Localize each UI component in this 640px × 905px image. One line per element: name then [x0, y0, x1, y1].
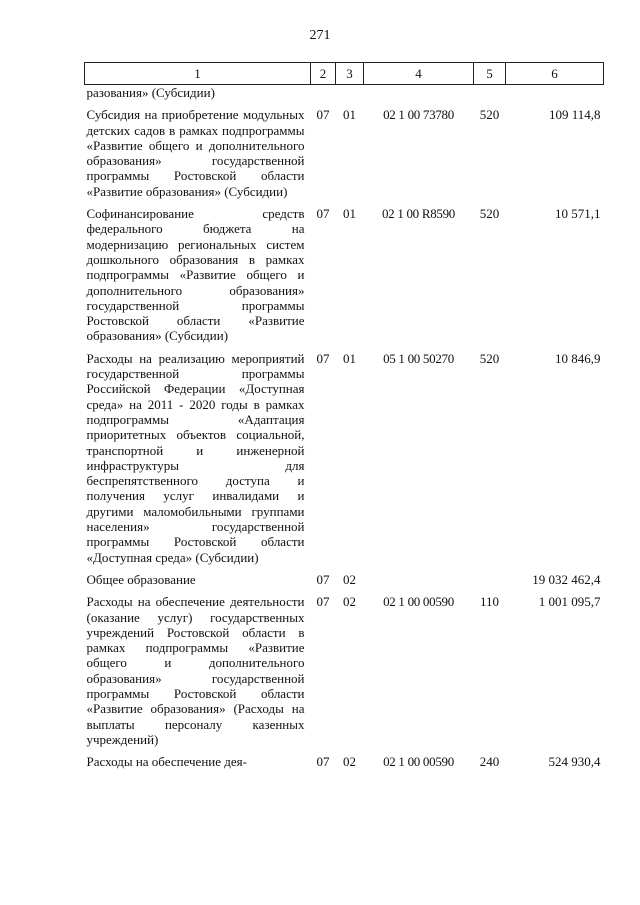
row-expense-type: 240 [479, 754, 500, 770]
row-amount: 10 846,9 [555, 350, 601, 366]
row-section: 07 [316, 107, 330, 123]
table-row [85, 206, 604, 351]
table-row [85, 351, 604, 572]
row-amount: 109 114,8 [548, 107, 601, 123]
row-section: 07 [316, 206, 330, 222]
row-description: разования» (Субсидии) [86, 85, 215, 100]
row-description: Общее образование [86, 571, 196, 587]
table-row [85, 754, 604, 769]
row-amount: 19 032 462,4 [532, 571, 601, 587]
column-header-6: 6 [506, 63, 604, 85]
row-amount: 524 930,4 [548, 754, 601, 770]
row-section: 07 [316, 594, 330, 610]
row-section [311, 85, 336, 108]
row-subsection: 02 [343, 754, 356, 770]
row-subsection [336, 85, 364, 108]
row-description: Софинансирование средств федерального бюджета на модернизацию региональных систем дошкольного образования в рамках подпрограммы «Развитие общего и дополнительного образования» государственной программы Ростовской области «Развитие образования» (Субсидии) [86, 206, 305, 344]
row-amount: 10 571,1 [555, 206, 601, 222]
column-header-1: 1 [85, 63, 311, 85]
row-subsection: 02 [343, 571, 356, 587]
table-header-row [85, 63, 604, 85]
row-expense-type: 520 [479, 206, 500, 222]
budget-table [84, 62, 604, 769]
row-target-article: 02 1 00 00590 [383, 754, 454, 770]
row-amount [506, 85, 604, 108]
table-row [85, 107, 604, 206]
row-subsection: 01 [343, 107, 356, 123]
row-expense-type: 520 [479, 350, 500, 366]
row-target-article [364, 572, 474, 594]
row-expense-type: 520 [479, 107, 500, 123]
row-section: 07 [316, 350, 330, 366]
row-description: Расходы на реализацию мероприятий государственной программы Российской Федерации «Доступная среда» на 2011 - 2020 годы в рамках подпрограммы «Адаптация приоритетных объектов социальной, транспортной и инженерной инфраструктуры для беспрепятственного доступа и получения услуг инвалидами и другими маломобильными группами населения» государственной программы Ростовской области «Доступная среда» (Субсидии) [86, 350, 305, 565]
table-row [85, 594, 604, 754]
table-row [85, 85, 604, 108]
row-target-article: 02 1 00 00590 [383, 594, 454, 610]
row-amount: 1 001 095,7 [538, 594, 601, 610]
column-header-2: 2 [311, 63, 336, 85]
row-description: Субсидия на приобретение модульных детских садов в рамках подпрограммы «Развитие общего и дополнительного образования» государственной программы Ростовской области «Развитие образования» (Субсидии) [86, 107, 305, 199]
row-target-article: 02 1 00 R8590 [381, 206, 456, 222]
page-number: 271 [309, 28, 331, 43]
row-expense-type [474, 572, 506, 594]
table-row [85, 572, 604, 594]
row-subsection: 01 [343, 206, 356, 222]
column-header-3: 3 [336, 63, 364, 85]
row-expense-type [474, 85, 506, 108]
row-target-article: 02 1 00 73780 [383, 107, 454, 123]
column-header-5: 5 [474, 63, 506, 85]
row-section: 07 [316, 571, 330, 587]
column-header-4: 4 [364, 63, 474, 85]
row-subsection: 02 [343, 594, 356, 610]
row-description: Расходы на обеспечение дея- [86, 754, 247, 770]
row-subsection: 01 [343, 350, 356, 366]
row-section: 07 [316, 754, 330, 770]
row-expense-type: 110 [479, 594, 500, 610]
row-target-article [364, 85, 474, 108]
row-target-article: 05 1 00 50270 [383, 350, 454, 366]
row-description: Расходы на обеспечение деятельности (оказание услуг) государственных учреждений Ростовской области в рамках подпрограммы «Развитие общего и дополнительного образования» государственной программы Ростовской области «Развитие образования» (Расходы на выплаты персоналу казенных учреждений) [86, 594, 305, 747]
